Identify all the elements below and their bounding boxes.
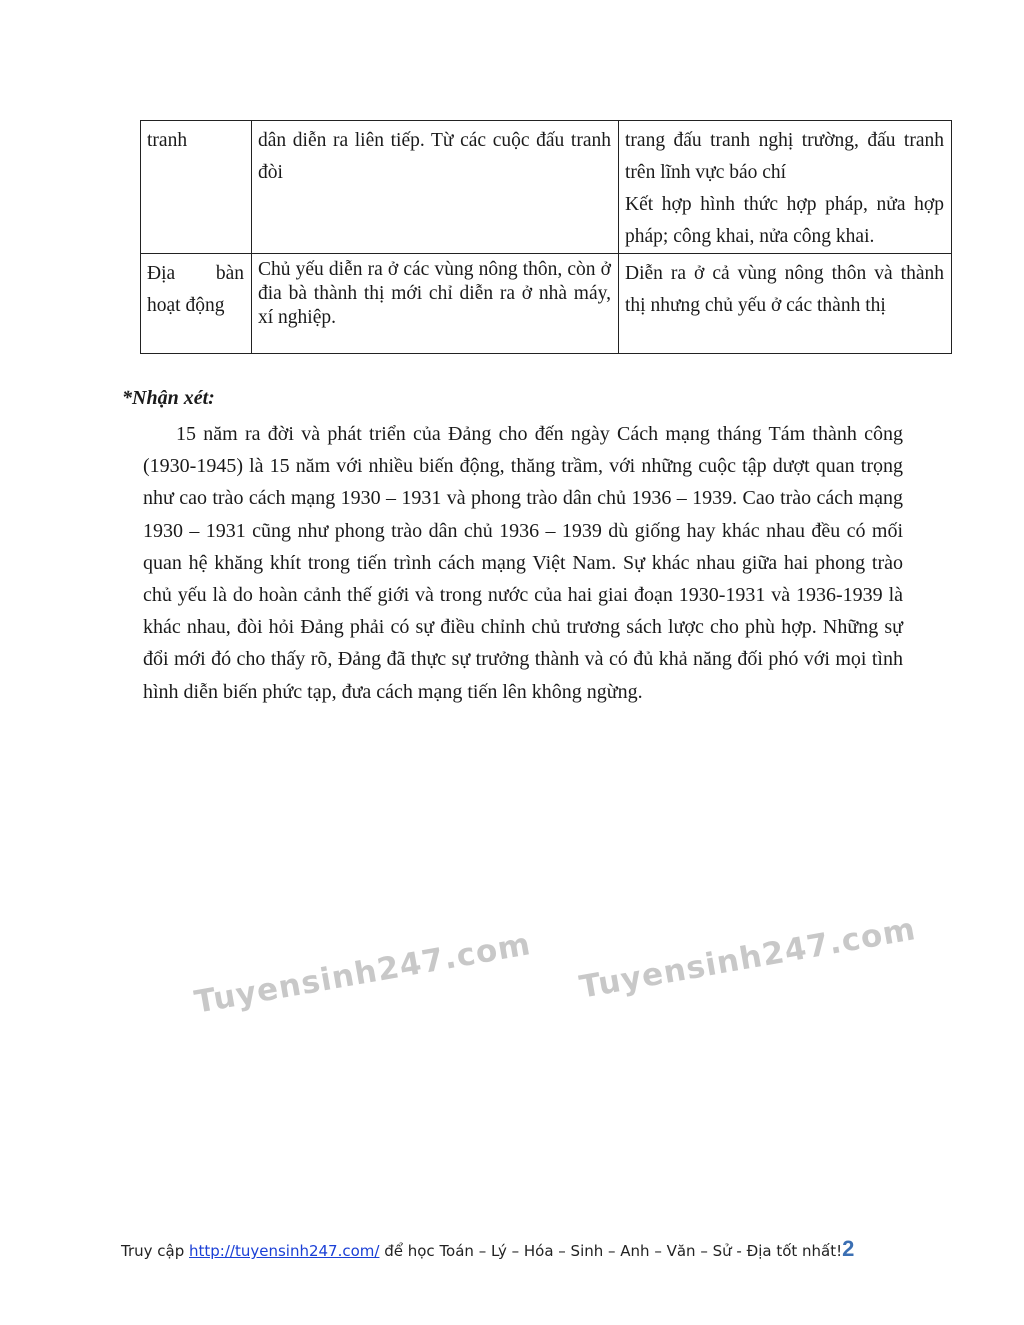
table-cell-label: tranh [141, 121, 252, 254]
table-cell-label [141, 254, 252, 354]
watermark-right: Tuyensinh247.com [576, 911, 919, 1006]
comparison-table [140, 120, 952, 354]
table-cell-movement-1930: dân diễn ra liên tiếp. Từ các cuộc đấu tranh đòi [252, 121, 619, 254]
table-cell-movement-1936: Diễn ra ở cả vùng nông thôn và thành thị nhưng chủ yếu ở các thành thị [619, 254, 952, 354]
remarks-heading: *Nhận xét: [122, 387, 215, 409]
table-row [141, 254, 952, 354]
table-row [141, 121, 952, 254]
footer-suffix: để học Toán – Lý – Hóa – Sinh – Anh – Văn – Sử - Địa tốt nhất! [379, 1242, 843, 1260]
watermark-left: Tuyensinh247.com [191, 926, 534, 1021]
page-number: 2 [842, 1236, 855, 1261]
label-line-1 [147, 258, 244, 290]
remarks-paragraph: 15 năm ra đời và phát triển của Đảng cho đến ngày Cách mạng tháng Tám thành công (1930-1945) là 15 năm với nhiều biến động, thăng trầm, với những cuộc tập dượt quan trọng như cao trào cách mạng 1930 – 1931 và phong trào dân chủ 1936 – 1939. Cao trào cách mạng 1930 – 1931 cũng như phong trào dân chủ 1936 – 1939 dù giống hay khác nhau đều có mối quan hệ khăng khít trong tiến trình cách mạng Việt Nam. Sự khác nhau giữa hai phong trào chủ yếu là do hoàn cảnh thế giới và trong nước của hai giai đoạn 1930-1931 và 1936-1939 là khác nhau, đòi hỏi Đảng phải có sự điều chỉnh chủ trương sách lược cho phù hợp. Những sự đổi mới đó cho thấy rõ, Đảng đã thực sự trưởng thành và có đủ khả năng đối phó với mọi tình hình diễn biến phức tạp, đưa cách mạng tiến lên không ngừng. [143, 423, 903, 703]
footer-link[interactable]: http://tuyensinh247.com/ [189, 1242, 380, 1260]
cell-line: trang đấu tranh nghị trường, đấu tranh trên lĩnh vực báo chí [625, 130, 944, 183]
label-word: bàn [215, 263, 244, 284]
table-cell-movement-1930: Chủ yếu diễn ra ở các vùng nông thôn, còn ở đia bà thành thị mới chỉ diễn ra ở nhà máy, xí nghiệp. [252, 254, 619, 354]
label-line-2: hoạt động [147, 295, 225, 316]
label-word: Địa [147, 263, 176, 284]
cell-line: Kết hợp hình thức hợp pháp, nửa hợp pháp; công khai, nửa công khai. [625, 194, 944, 247]
page-footer [121, 1236, 854, 1262]
table-cell-movement-1936 [619, 121, 952, 254]
footer-prefix: Truy cập [121, 1242, 190, 1260]
